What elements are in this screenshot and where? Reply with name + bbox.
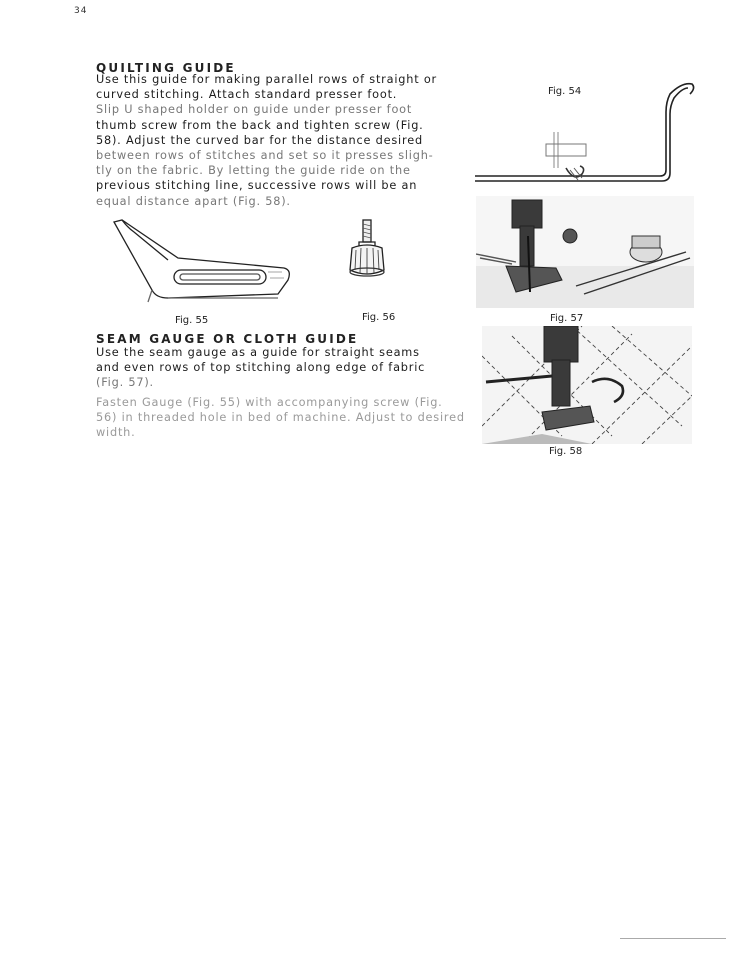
fig54-caption: Fig. 54: [548, 86, 582, 97]
seam-gauge-line-1: Use the seam gauge as a guide for straight seams: [96, 346, 420, 359]
seam-gauge-text-2: [96, 395, 465, 441]
seam-gauge-line-3: (Fig. 57).: [96, 376, 154, 390]
quilting-line-4: thumb screw from the back and tighten screw (Fig.: [96, 118, 424, 132]
footer-rule: [620, 938, 726, 939]
quilting-guide-heading: QUILTING GUIDE: [96, 61, 236, 75]
seam-gauge-line-5: 56) in threaded hole in bed of machine. Adjust to desired: [96, 411, 465, 425]
fig56-caption: Fig. 56: [362, 312, 396, 323]
seam-gauge-line-4: Fasten Gauge (Fig. 55) with accompanying screw (Fig.: [96, 396, 443, 409]
quilting-line-9: equal distance apart (Fig. 58).: [96, 194, 291, 208]
seam-gauge-text-1: [96, 345, 425, 391]
fig58-quilting-guide-in-use-photo: [482, 326, 692, 444]
quilting-guide-text: [96, 72, 437, 209]
fig57-seam-gauge-in-use-photo: [476, 196, 694, 308]
fig55-seam-gauge-illustration: [108, 218, 298, 306]
seam-gauge-line-6: width.: [96, 426, 136, 440]
quilting-line-2: curved stitching. Attach standard presser foot.: [96, 88, 398, 102]
fig54-quilting-guide-illustration: [470, 72, 700, 192]
seam-gauge-line-2: and even rows of top stitching along edge of fabric: [96, 361, 426, 375]
fig57-caption: Fig. 57: [550, 313, 584, 324]
quilting-line-8: previous stitching line, successive rows will be an: [96, 179, 418, 193]
page-number: 34: [74, 6, 88, 16]
quilting-line-1: Use this guide for making parallel rows of straight or: [96, 73, 437, 86]
quilting-line-6: between rows of stitches and set so it presses sligh-: [96, 149, 434, 163]
fig58-caption: Fig. 58: [549, 446, 583, 457]
fig56-thumb-screw-illustration: [342, 218, 392, 284]
seam-gauge-heading: SEAM GAUGE OR CLOTH GUIDE: [96, 332, 359, 346]
fig55-caption: Fig. 55: [175, 315, 209, 326]
quilting-line-7: tly on the fabric. By letting the guide ride on the: [96, 164, 411, 178]
quilting-line-3: Slip U shaped holder on guide under presser foot: [96, 103, 413, 117]
quilting-line-5: 58). Adjust the curved bar for the distance desired: [96, 133, 423, 147]
